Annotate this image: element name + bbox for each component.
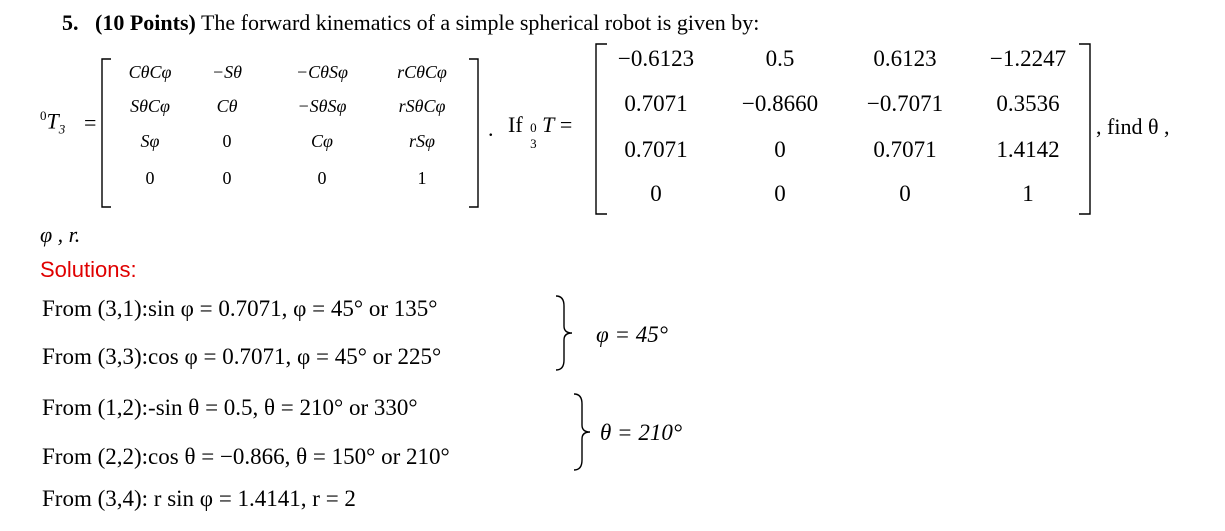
solution-line-3: From (1,2):-sin θ = 0.5, θ = 210° or 330° — [42, 395, 418, 420]
numeric-cell-r3-c2: 0 — [774, 137, 786, 162]
numeric-cell-r4-c1: 0 — [650, 181, 662, 206]
symbolic-cell-r1-c4: rCθCφ — [397, 62, 447, 82]
numeric-cell-r1-c1: −0.6123 — [617, 46, 695, 71]
find-text-continued: φ , r. — [40, 222, 81, 247]
symbolic-cell-r4-c1: 0 — [145, 168, 155, 188]
brace-theta — [570, 392, 594, 472]
numeric-cell-r1-c4: −1.2247 — [989, 46, 1067, 71]
lhs-sub: 3 — [58, 121, 66, 137]
numeric-cell-r3-c3: 0.7071 — [873, 137, 937, 162]
question-number: 5. — [62, 10, 79, 35]
lhs-sup: 0 — [40, 108, 47, 123]
symbolic-cell-r1-c1: CθCφ — [128, 62, 172, 82]
question-text: The forward kinematics of a simple spherical robot is given by: — [200, 10, 760, 35]
symbolic-cell-r3-c2: 0 — [222, 131, 232, 151]
symbolic-cell-r3-c4: rSφ — [409, 131, 435, 151]
symbolic-cell-r4-c4: 1 — [417, 168, 427, 188]
question-points: (10 Points) — [95, 10, 196, 35]
if-T: T — [542, 112, 555, 137]
numeric-cell-r4-c2: 0 — [774, 181, 786, 206]
if-sub: 3 — [530, 136, 537, 151]
lhs-equals: = — [84, 110, 97, 135]
symbolic-cell-r3-c1: Sφ — [140, 131, 160, 151]
if-text: If — [508, 112, 523, 137]
symbolic-cell-r2-c1: SθCφ — [130, 96, 170, 116]
numeric-cell-r2-c3: −0.7071 — [866, 91, 944, 116]
solution-line-5: From (3,4): r sin φ = 1.4141, r = 2 — [42, 486, 356, 511]
symbolic-cell-r4-c2: 0 — [222, 168, 232, 188]
numeric-cell-r1-c3: 0.6123 — [873, 46, 937, 71]
symbolic-cell-r2-c4: rSθCφ — [398, 96, 446, 116]
find-text: , find θ , — [1096, 114, 1170, 139]
period: . — [488, 116, 494, 141]
numeric-cell-r2-c2: −0.8660 — [741, 91, 819, 116]
solution-line-2: From (3,3):cos φ = 0.7071, φ = 45° or 225° — [42, 344, 442, 369]
symbolic-cell-r1-c2: −Sθ — [212, 62, 242, 82]
symbolic-cell-r1-c3: −CθSφ — [296, 62, 348, 82]
numeric-cell-r4-c3: 0 — [899, 181, 911, 206]
symbolic-cell-r4-c3: 0 — [317, 168, 327, 188]
numeric-cell-r2-c1: 0.7071 — [624, 91, 688, 116]
numeric-cell-r4-c4: 1 — [1022, 181, 1034, 206]
brace-phi — [552, 294, 576, 372]
numeric-cell-r3-c1: 0.7071 — [624, 137, 688, 162]
solutions-heading: Solutions: — [40, 257, 137, 282]
solution-line-1: From (3,1):sin φ = 0.7071, φ = 45° or 135° — [42, 296, 438, 321]
if-equals: = — [559, 112, 573, 137]
symbolic-cell-r2-c2: Cθ — [216, 96, 238, 116]
if-sup: 0 — [530, 120, 537, 135]
result-theta: θ = 210° — [600, 420, 683, 445]
numeric-cell-r2-c4: 0.3536 — [996, 91, 1060, 116]
symbolic-cell-r2-c3: −SθSφ — [297, 96, 347, 116]
solution-line-4: From (2,2):cos θ = −0.866, θ = 150° or 210° — [42, 444, 450, 469]
lhs-label — [40, 108, 65, 138]
numeric-cell-r3-c4: 1.4142 — [996, 137, 1060, 162]
result-phi: φ = 45° — [596, 322, 668, 347]
lhs-T: T — [46, 108, 59, 134]
numeric-cell-r1-c2: 0.5 — [765, 46, 795, 71]
symbolic-cell-r3-c3: Cφ — [311, 131, 333, 151]
question-line — [62, 10, 759, 36]
if-label — [508, 112, 573, 151]
